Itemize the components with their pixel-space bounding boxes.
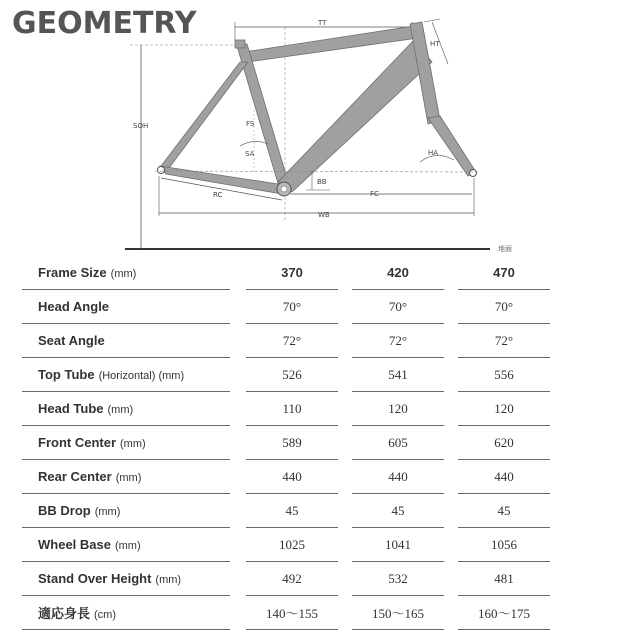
sa-label: SA xyxy=(245,150,255,158)
row-unit: (Horizontal) (mm) xyxy=(98,370,185,382)
header-unit: (mm) xyxy=(110,268,137,280)
frame-geometry-diagram xyxy=(0,0,620,260)
table-row xyxy=(22,426,550,460)
table-row xyxy=(22,358,550,392)
row-value: 45 xyxy=(352,494,444,528)
tt-label: TT xyxy=(318,19,327,27)
row-value: 72° xyxy=(458,324,550,358)
row-value: 532 xyxy=(352,562,444,596)
row-value: 70° xyxy=(246,290,338,324)
row-label: Front Center xyxy=(38,435,116,450)
row-label-cell xyxy=(22,460,230,494)
row-label: Rear Center xyxy=(38,469,112,484)
fc-label: FC xyxy=(370,190,379,198)
row-label: Seat Angle xyxy=(38,333,105,348)
row-label-cell xyxy=(22,358,230,392)
row-label: Top Tube xyxy=(38,367,95,382)
size-header: 370 xyxy=(246,256,338,290)
row-label: Stand Over Height xyxy=(38,571,152,586)
header-label-cell xyxy=(22,256,230,290)
row-value: 120 xyxy=(458,392,550,426)
ground-label: 地面 xyxy=(498,245,512,253)
front-axle xyxy=(470,170,477,177)
ha-label: HA xyxy=(428,149,439,157)
row-value: 1025 xyxy=(246,528,338,562)
rc-label: RC xyxy=(213,191,223,199)
row-label: 適応身長 xyxy=(38,606,91,621)
row-value: 140～155 xyxy=(246,596,338,630)
table-row xyxy=(22,324,550,358)
row-value: 440 xyxy=(458,460,550,494)
table-row xyxy=(22,460,550,494)
header-label: Frame Size xyxy=(38,265,107,280)
row-unit: (mm) xyxy=(155,574,182,586)
row-label-cell xyxy=(22,562,230,596)
fs-label: FS xyxy=(246,120,255,128)
row-label: Wheel Base xyxy=(38,537,111,552)
row-label-cell xyxy=(22,392,230,426)
row-label-cell xyxy=(22,494,230,528)
row-value: 589 xyxy=(246,426,338,460)
ht-label: HT xyxy=(430,40,440,48)
page-title: GEOMETRY xyxy=(12,6,197,41)
row-value: 120 xyxy=(352,392,444,426)
table-row xyxy=(22,392,550,426)
row-value: 481 xyxy=(458,562,550,596)
row-label-cell xyxy=(22,426,230,460)
row-label: BB Drop xyxy=(38,503,91,518)
row-value: 150～165 xyxy=(352,596,444,630)
geometry-table xyxy=(22,256,550,630)
table-row xyxy=(22,494,550,528)
row-value: 440 xyxy=(246,460,338,494)
table-row xyxy=(22,528,550,562)
row-value: 556 xyxy=(458,358,550,392)
row-value: 110 xyxy=(246,392,338,426)
soh-label: SOH xyxy=(133,122,149,130)
row-value: 160～175 xyxy=(458,596,550,630)
table-row xyxy=(22,290,550,324)
size-header: 420 xyxy=(352,256,444,290)
wb-label: WB xyxy=(318,211,330,219)
table-row xyxy=(22,596,550,630)
row-value: 72° xyxy=(352,324,444,358)
row-unit: (cm) xyxy=(94,609,117,621)
row-value: 526 xyxy=(246,358,338,392)
row-label-cell xyxy=(22,290,230,324)
table-header-row xyxy=(22,256,550,290)
row-label: Head Angle xyxy=(38,299,110,314)
row-value: 620 xyxy=(458,426,550,460)
row-value: 72° xyxy=(246,324,338,358)
row-value: 1056 xyxy=(458,528,550,562)
size-header: 470 xyxy=(458,256,550,290)
row-value: 70° xyxy=(352,290,444,324)
row-value: 492 xyxy=(246,562,338,596)
row-label-cell xyxy=(22,324,230,358)
row-value: 440 xyxy=(352,460,444,494)
row-unit: (mm) xyxy=(107,404,134,416)
row-value: 1041 xyxy=(352,528,444,562)
row-label-cell xyxy=(22,528,230,562)
row-value: 45 xyxy=(458,494,550,528)
row-unit: (mm) xyxy=(114,540,141,552)
row-value: 541 xyxy=(352,358,444,392)
row-label: Head Tube xyxy=(38,401,104,416)
row-unit: (mm) xyxy=(115,472,142,484)
row-label-cell xyxy=(22,596,230,630)
bb-label: BB xyxy=(317,178,327,186)
row-unit: (mm) xyxy=(120,438,146,450)
rear-axle xyxy=(158,167,165,174)
row-value: 45 xyxy=(246,494,338,528)
row-value: 70° xyxy=(458,290,550,324)
row-value: 605 xyxy=(352,426,444,460)
table-row xyxy=(22,562,550,596)
row-unit: (mm) xyxy=(94,506,121,518)
